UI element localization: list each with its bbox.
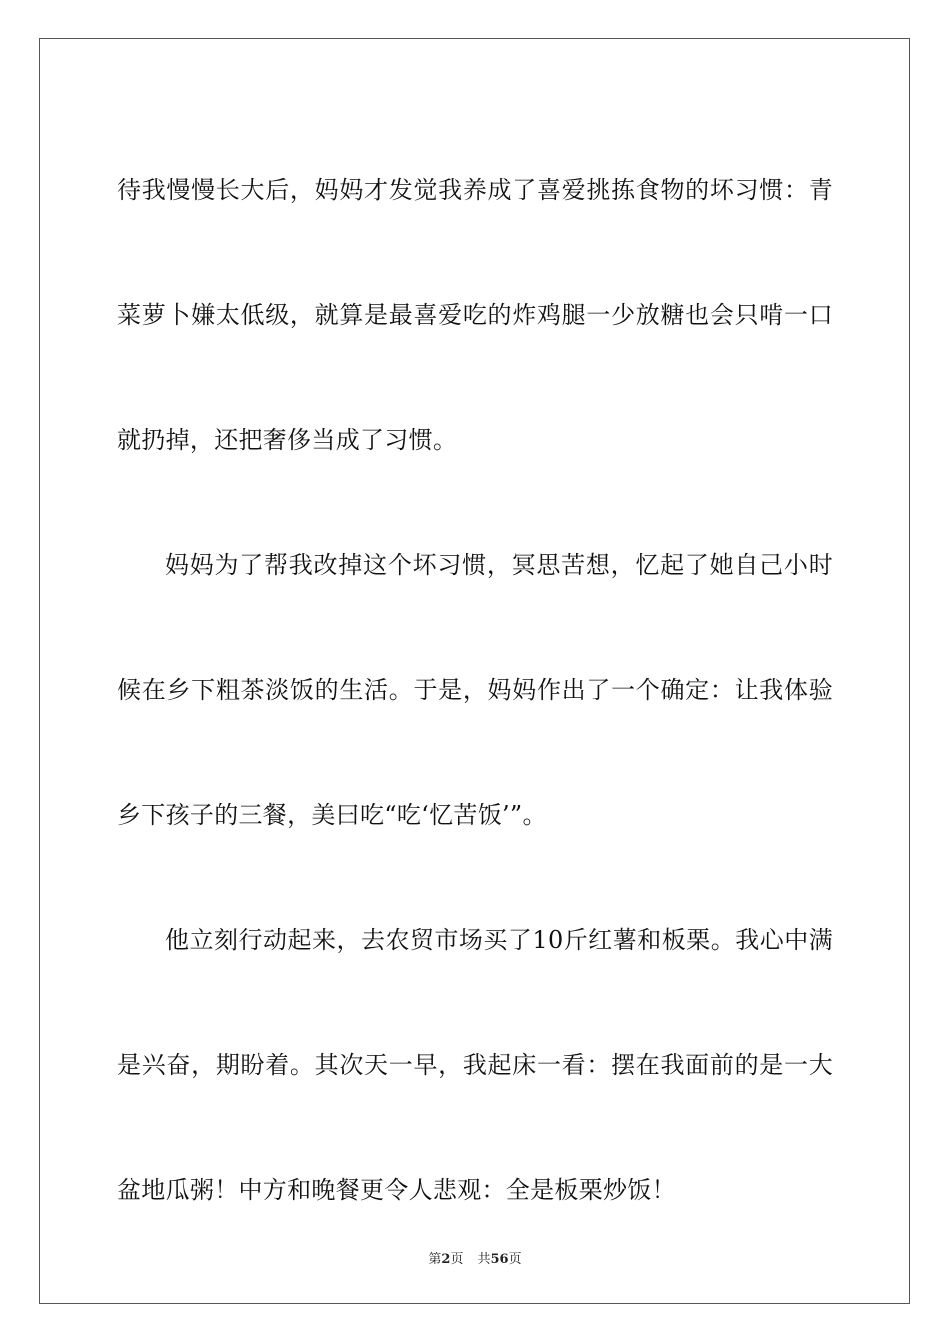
- page-prefix: 第: [428, 1252, 442, 1267]
- total-suffix: 页: [508, 1252, 522, 1267]
- document-body: [117, 128, 833, 1253]
- page-number: 2: [441, 1252, 451, 1267]
- paragraph-2: 妈妈为了帮我改掉这个坏习惯，冥思苦想，忆起了她自己小时候在乡下粗茶淡饭的生活。于是，妈妈作出了一个确定：让我体验乡下孩子的三餐，美曰吃“吃‘忆苦饭’”。: [117, 551, 833, 829]
- total-prefix: 共: [477, 1252, 491, 1267]
- page-suffix: 页: [450, 1252, 464, 1267]
- page-footer: [0, 1248, 950, 1267]
- total-pages: 56: [490, 1252, 509, 1267]
- paragraph-3: 他立刻行动起来，去农贸市场买了10斤红薯和板栗。我心中满是兴奋，期盼着。其次天一早，我起床一看：摆在我面前的是一大盆地瓜粥！中方和晚餐更令人悲观：全是板栗炒饭！: [117, 926, 833, 1204]
- paragraph-1: 待我慢慢长大后，妈妈才发觉我养成了喜爱挑拣食物的坏习惯：青菜萝卜嫌太低级，就算是最喜爱吃的炸鸡腿一少放糖也会只啃一口就扔掉，还把奢侈当成了习惯。: [117, 176, 833, 454]
